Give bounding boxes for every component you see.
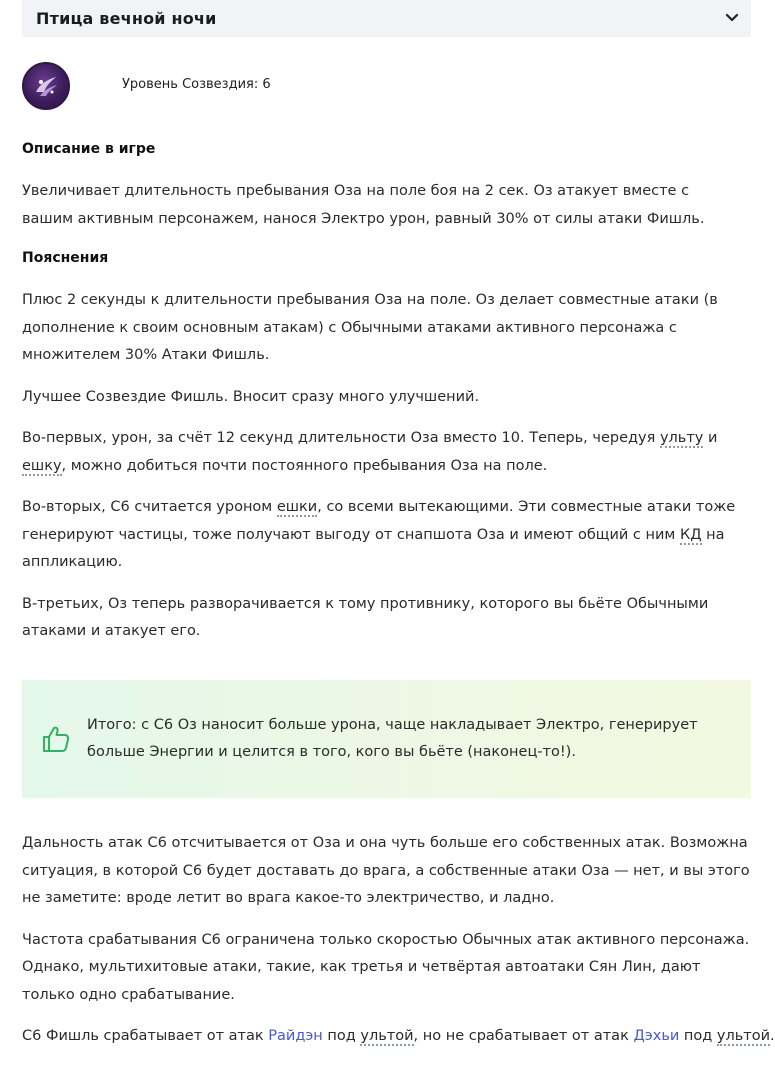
accordion-title: Птица вечной ночи [36,9,217,28]
constellation-avatar-icon [22,62,70,110]
glossary-term[interactable]: ульту [659,430,704,446]
constellation-notes [22,830,775,1065]
note-paragraph: Частота срабатывания С6 ограничена только скоростью Обычных атак активного персонажа. Однако, мультихитовые атаки, такие, как третья и четвёртая автоатаки Сян Лин, дают только одно срабатывание. [22,931,750,1003]
glossary-term[interactable]: ешки [276,499,318,515]
glossary-term[interactable]: ультой [716,1028,771,1044]
explanations-heading: Пояснения [22,250,109,266]
game-description-heading: Описание в игре [22,141,156,157]
chevron-down-icon[interactable] [725,13,739,23]
constellation-level: Уровень Созвездия: 6 [122,77,271,92]
constellation-content [22,138,740,660]
explanation-paragraph: Во-первых, урон, за счёт 12 секунд длительности Оза вместо 10. Теперь, чередуя ульту и ешку, можно добиться почти постоянного пребывания Оза на поле. [22,430,718,474]
explanation-paragraph: Плюс 2 секунды к длительности пребывания Оза на поле. Оз делает совместные атаки (в дополнение к своим основным атакам) с Обычными атаками активного персонажа с множителем 30% Атаки Фишль. [22,292,718,363]
note-paragraph: Дальность атак С6 отсчитывается от Оза и она чуть больше его собственных атак. Возможна ситуация, в которой С6 будет доставать до врага, а собственные атаки Оза — нет, и вы этого не заметите: вроде летит во врага какое-то электричество, и ладно. [22,835,750,906]
constellation-row [22,61,271,111]
explanation-paragraph: Во-вторых, С6 считается уроном ешки, со всеми вытекающими. Эти совместные атаки тоже генерируют частицы, тоже получают выгоду от снапшота Оза и имеют общий с ним КД на аппликацию. [22,499,736,570]
explanation-paragraph: Лучшее Созвездие Фишль. Вносит сразу много улучшений. [22,388,480,405]
thumbs-up-icon [41,724,71,754]
explanation-paragraph: В-третьих, Оз теперь разворачивается к тому противнику, которого вы бьёте Обычными атаками и атакует его. [22,595,709,639]
note-paragraph: С6 Фишль срабатывает от атак Райдэн под ультой, но не срабатывает от атак Дэхьи под ультой. [22,1028,775,1044]
glossary-term[interactable]: ультой [360,1028,414,1044]
glossary-term[interactable]: КД [679,526,702,543]
character-link-dehya[interactable]: Дэхьи [633,1028,680,1044]
summary-tip-text: Итого: с С6 Оз наносит больше урона, чаще накладывает Электро, генерирует больше Энергии и целится в того, кого вы бьёте (наконец-то!). [87,717,698,760]
summary-tip-box [22,680,751,798]
glossary-term[interactable]: ешку [22,457,62,474]
game-description-text: Увеличивает длительность пребывания Оза на поле боя на 2 сек. Оз атакует вместе с вашим активным персонажем, нанося Электро урон, равный 30% от силы атаки Фишль. [22,183,705,227]
character-link-raiden[interactable]: Райдэн [268,1028,323,1044]
constellation-accordion-header[interactable] [22,0,751,37]
